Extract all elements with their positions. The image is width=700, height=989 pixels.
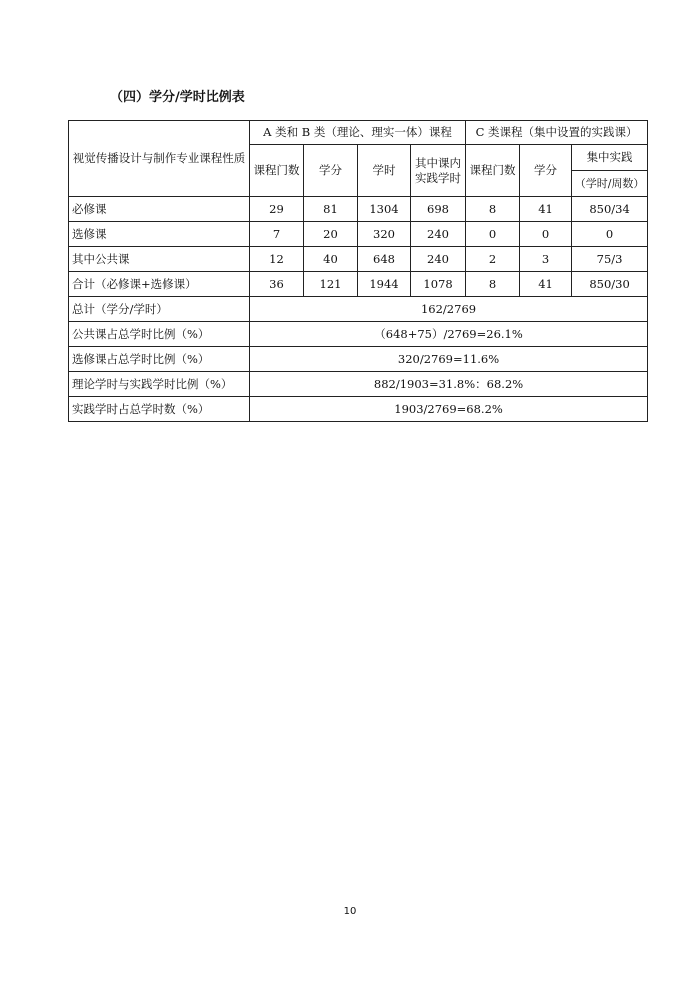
ab-hours-header: 学时 bbox=[358, 145, 411, 197]
summary-value: 320/2769=11.6% bbox=[250, 347, 648, 372]
table-row bbox=[69, 222, 648, 247]
cell: 3 bbox=[520, 247, 572, 272]
cell: 121 bbox=[304, 272, 358, 297]
cell: 0 bbox=[466, 222, 520, 247]
summary-label: 实践学时占总学时数（%） bbox=[69, 397, 250, 422]
cell: 81 bbox=[304, 197, 358, 222]
summary-row bbox=[69, 347, 648, 372]
cell: 8 bbox=[466, 272, 520, 297]
cell: 698 bbox=[411, 197, 466, 222]
row-label: 选修课 bbox=[69, 222, 250, 247]
cell: 41 bbox=[520, 197, 572, 222]
page-number: 10 bbox=[343, 906, 357, 917]
c-practice-header: 集中实践 bbox=[572, 145, 648, 171]
table-row bbox=[69, 197, 648, 222]
ab-course-count-header: 课程门数 bbox=[250, 145, 304, 197]
cell: 240 bbox=[411, 247, 466, 272]
cell: 320 bbox=[358, 222, 411, 247]
cell: 240 bbox=[411, 222, 466, 247]
row-label: 其中公共课 bbox=[69, 247, 250, 272]
credit-hour-ratio-table bbox=[68, 120, 648, 422]
cell: 29 bbox=[250, 197, 304, 222]
c-course-count-header: 课程门数 bbox=[466, 145, 520, 197]
course-nature-header: 视觉传播设计与制作专业课程性质 bbox=[69, 121, 250, 197]
table-row bbox=[69, 247, 648, 272]
cell: 2 bbox=[466, 247, 520, 272]
cell: 1304 bbox=[358, 197, 411, 222]
section-title: （四）学分/学时比例表 bbox=[110, 90, 245, 105]
cell: 0 bbox=[572, 222, 648, 247]
table-row bbox=[69, 272, 648, 297]
summary-label: 理论学时与实践学时比例（%） bbox=[69, 372, 250, 397]
cell: 648 bbox=[358, 247, 411, 272]
cell: 8 bbox=[466, 197, 520, 222]
summary-row bbox=[69, 322, 648, 347]
cell: 40 bbox=[304, 247, 358, 272]
cell: 1078 bbox=[411, 272, 466, 297]
cell: 41 bbox=[520, 272, 572, 297]
summary-value: 1903/2769=68.2% bbox=[250, 397, 648, 422]
cell: 36 bbox=[250, 272, 304, 297]
c-credits-header: 学分 bbox=[520, 145, 572, 197]
cell: 1944 bbox=[358, 272, 411, 297]
header-row-1 bbox=[69, 121, 648, 145]
cell: 75/3 bbox=[572, 247, 648, 272]
ab-credits-header: 学分 bbox=[304, 145, 358, 197]
row-label: 必修课 bbox=[69, 197, 250, 222]
group-ab-header: A 类和 B 类（理论、理实一体）课程 bbox=[250, 121, 466, 145]
cell: 850/30 bbox=[572, 272, 648, 297]
ab-practice-hours-header: 其中课内实践学时 bbox=[411, 145, 466, 197]
cell: 850/34 bbox=[572, 197, 648, 222]
cell: 0 bbox=[520, 222, 572, 247]
summary-row bbox=[69, 297, 648, 322]
summary-label: 总计（学分/学时） bbox=[69, 297, 250, 322]
summary-row bbox=[69, 397, 648, 422]
group-c-header: C 类课程（集中设置的实践课） bbox=[466, 121, 648, 145]
summary-value: （648+75）/2769=26.1% bbox=[250, 322, 648, 347]
summary-value: 162/2769 bbox=[250, 297, 648, 322]
cell: 12 bbox=[250, 247, 304, 272]
summary-label: 公共课占总学时比例（%） bbox=[69, 322, 250, 347]
cell: 7 bbox=[250, 222, 304, 247]
row-label: 合计（必修课+选修课） bbox=[69, 272, 250, 297]
summary-value: 882/1903=31.8%：68.2% bbox=[250, 372, 648, 397]
cell: 20 bbox=[304, 222, 358, 247]
c-practice-unit-header: （学时/周数） bbox=[572, 171, 648, 197]
summary-label: 选修课占总学时比例（%） bbox=[69, 347, 250, 372]
summary-row bbox=[69, 372, 648, 397]
